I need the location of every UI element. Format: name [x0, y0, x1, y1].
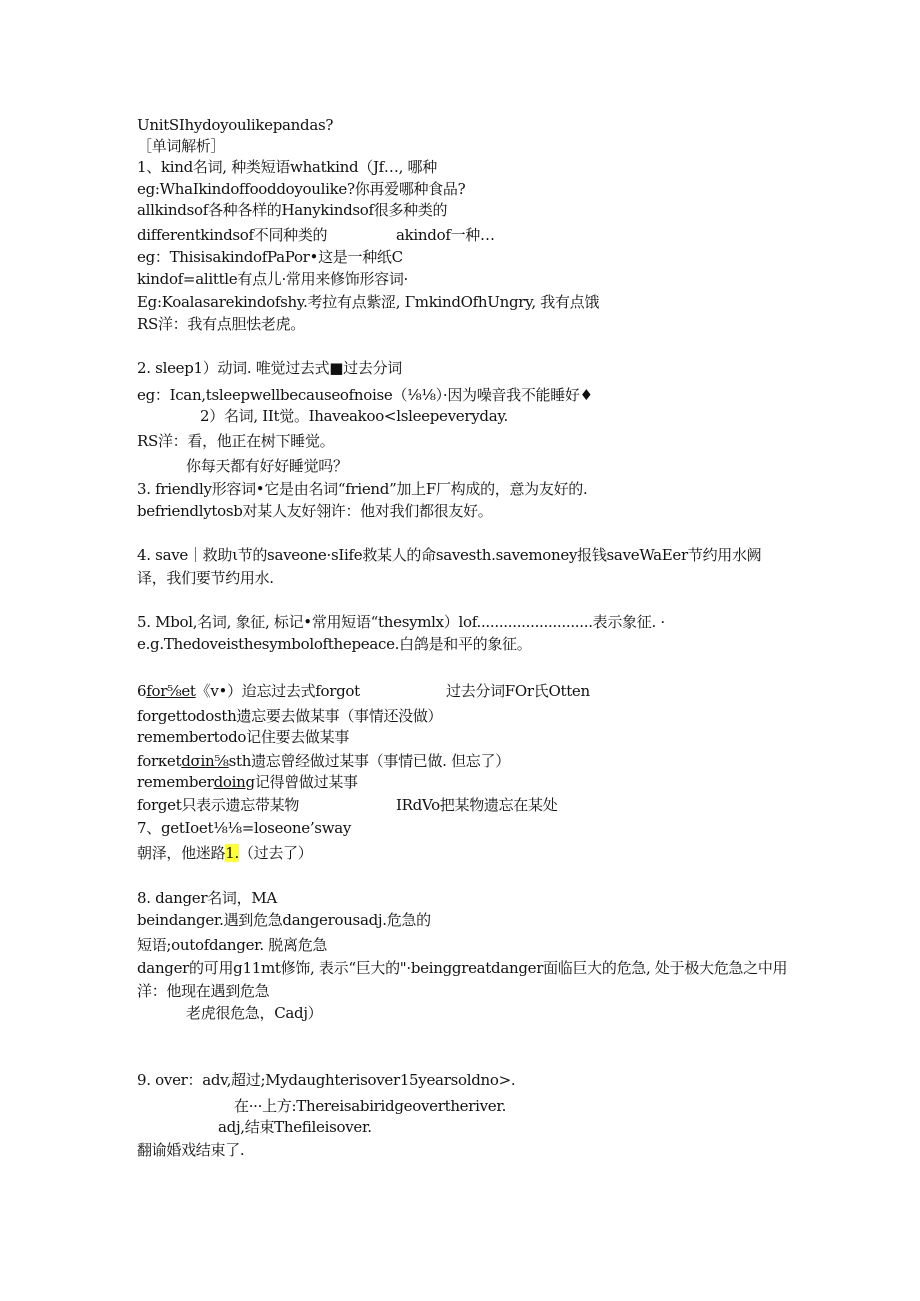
friendly-phrase: befriendlytosb对某人友好翎许：他对我们都很友好。 — [137, 502, 493, 520]
getlost-heading: 7、getIoet⅛⅛=loseone’sway — [137, 819, 352, 837]
forget-word: for⅝et — [146, 682, 196, 700]
danger-great: danger的可用g11mt修饰, 表示“巨大的"·beinggreatdanger面临巨大的危急, 处于极大危急之中用 — [137, 959, 788, 977]
kind-different: differentkindsof不同种类的 — [137, 226, 328, 244]
forget-number: 6 — [137, 682, 147, 700]
sleep-heading: 2. sleep1）动词. 唯觉过去式■过去分词 — [137, 359, 402, 377]
danger-translation-1: 洋：他现在遇到危急 — [137, 982, 270, 1000]
danger-phrase: beindanger.遇到危急dangerousadj.危急的 — [137, 911, 431, 929]
forget-only: forget只表示遗忘带某物 — [137, 796, 300, 814]
kind-translation: RS洋：我有点胆怯老虎。 — [137, 315, 305, 333]
forget-heading — [137, 682, 360, 701]
over-above: 在···上方:Thereisabiridgeovertheriver. — [234, 1097, 507, 1115]
kind-paper-example: eg：ThisisakindofPaPor•这是一种纸C — [137, 248, 403, 266]
forget-leave: IRdVo把某物遗忘在某处 — [396, 796, 558, 814]
symbol-heading: 5. Mbol,名词, 象征, 标记•常用短语“thesymlx）lof..........................表示象征. · — [137, 613, 665, 631]
remember-doing — [137, 773, 358, 792]
danger-heading: 8. danger名词，MA — [137, 889, 277, 907]
forget-doing-verb: forκet — [137, 752, 182, 770]
forget-doing-rest: sth遗忘曾经做过某事（事情已做. 但忘了） — [228, 752, 510, 770]
sleep-noun: 2）名词, IIt觉。Ihaveakoo<lsleepeveryday. — [200, 407, 509, 425]
remember-doing-gerund: doing — [213, 773, 255, 791]
kind-koala-example: Eg:Koalasarekindofshy.考拉有点紫涩, ΓmkindOfhUngry, 我有点饿 — [137, 293, 600, 311]
kind-kindof: kindof=alittle有点儿·常用来修饰形容词· — [137, 270, 409, 288]
sleep-translation-2: 你每天都有好好睡觉吗？ — [186, 457, 348, 475]
forget-doing — [137, 752, 510, 771]
over-adjective: adj,结束Thefileisover. — [218, 1118, 372, 1136]
page-title: UnitSIhydoyoulikepandas? — [137, 116, 334, 134]
sleep-translation-1: RS洋：看，他正在树下睡觉。 — [137, 432, 335, 450]
kind-example: eg:WhaIkindoffooddoyoulike?你再爱哪种食品? — [137, 180, 466, 198]
friendly-heading: 3. friendly形容词•它是由名词“friend”加上F厂构成的，意为友好的. — [137, 480, 588, 498]
remember-todo: remembertodo记住要去做某事 — [137, 728, 350, 746]
kind-akindof: akindof一种… — [396, 226, 495, 244]
forget-past-participle: 过去分词FOr氏Otten — [446, 682, 590, 700]
over-heading: 9. over：adv,超过;Mydaughterisover15yearsoldno>. — [137, 1071, 516, 1089]
getlost-translation-text: 朝泽，他迷路 — [137, 844, 226, 862]
remember-doing-verb: remember — [137, 773, 214, 791]
sleep-example: eg：Ican,tsleepwellbecauseofnoise（⅛⅛）·因为噪音我不能睡好♦ — [137, 386, 593, 404]
kind-heading: 1、kind名词, 种类短语whatkind（Jf…, 哪种 — [137, 158, 437, 176]
danger-translation-2: 老虎很危急，Cadj） — [186, 1004, 323, 1022]
symbol-example: e.g.Thedoveisthesymbolofthepeace.白鸽是和平的象征。 — [137, 635, 532, 653]
getlost-translation-note: （过去了） — [238, 844, 313, 862]
remember-doing-rest: 记得曾做过某事 — [254, 773, 358, 791]
section-label: ［单词解析］ — [137, 137, 226, 155]
forget-pos: 《v•）迨忘过去式forgot — [195, 682, 360, 700]
forget-doing-gerund: dσin⅝ — [181, 752, 229, 770]
kind-phrases: allkindsof各种各样的Hanykindsof很多种类的 — [137, 201, 448, 219]
getlost-translation — [137, 844, 312, 863]
forget-todo: forgettodosth遗忘要去做某事（事情还没做） — [137, 707, 443, 725]
save-translation: 译，我们要节约用水. — [137, 569, 274, 587]
over-translation: 翻谕婚戏结束了. — [137, 1141, 245, 1159]
save-heading: 4. save｜救助ι节的saveone·sIife救某人的命savesth.savemoney报钱saveWaEer节约用水阙 — [137, 546, 762, 564]
danger-outof: 短语;outofdanger. 脱离危急 — [137, 936, 328, 954]
highlighted-mark: 1. — [225, 844, 239, 862]
